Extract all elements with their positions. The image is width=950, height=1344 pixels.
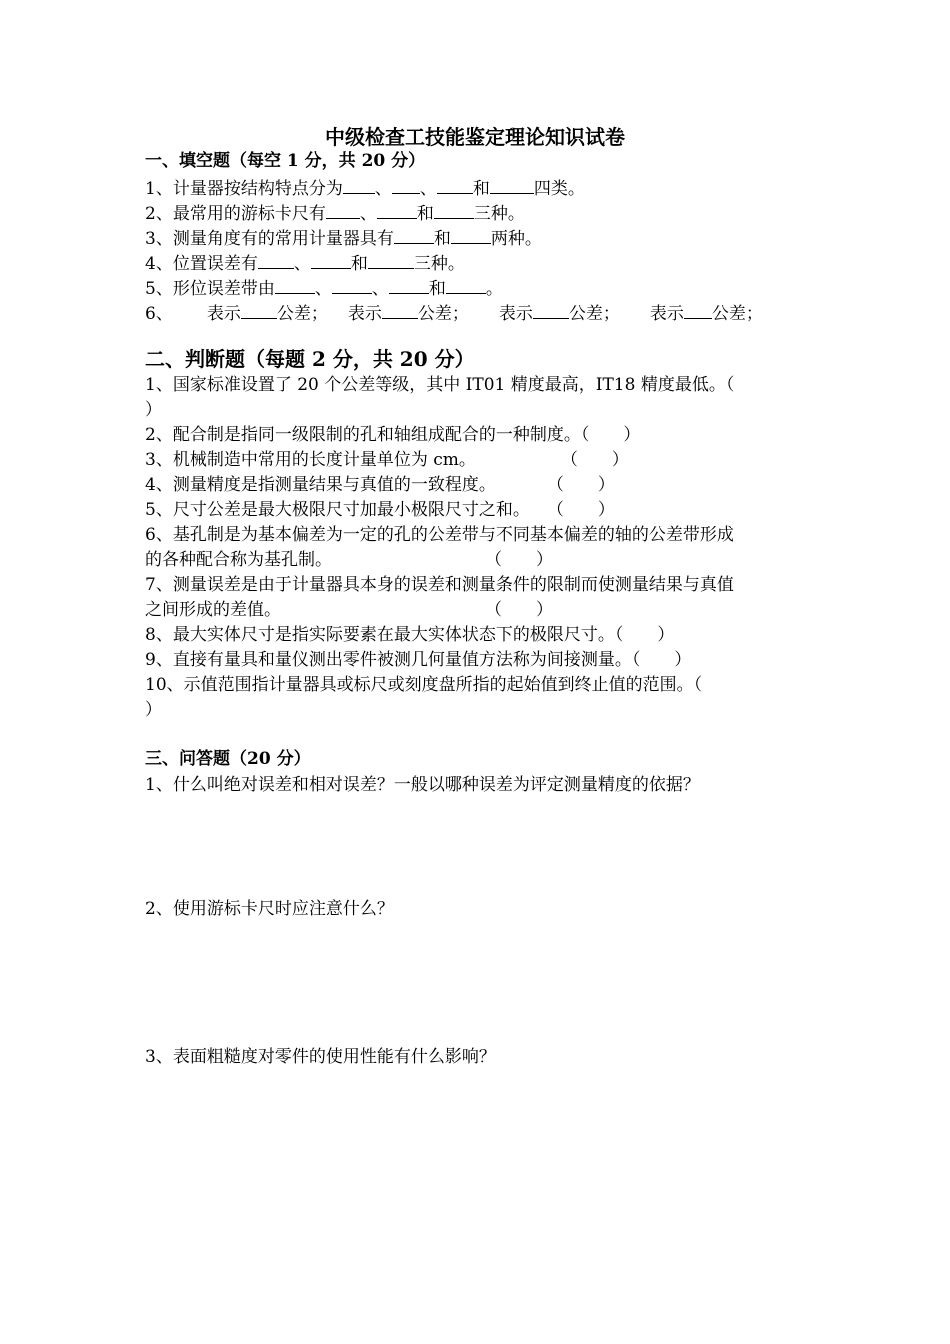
fill-q2-sep: 、 bbox=[359, 204, 377, 224]
fill-q2 bbox=[145, 201, 525, 225]
fill-q5-sep: 、 bbox=[314, 279, 332, 299]
fill-q6 bbox=[145, 301, 763, 325]
section1-heading: 一、填空题（每空 1 分，共 20 分） bbox=[145, 151, 426, 171]
fill-q5-end: 。 bbox=[485, 279, 503, 299]
fill-q3-and: 和 bbox=[433, 229, 451, 249]
judge-line: ） bbox=[145, 700, 162, 720]
answer-q1: 1、什么叫绝对误差和相对误差？一般以哪种误差为评定测量精度的依据？ bbox=[145, 775, 700, 795]
fill-q1-text: 1、计量器按结构特点分为 bbox=[145, 179, 343, 199]
judge-line: 9、直接有量具和量仪测出零件被测几何量值方法称为间接测量。（ ） bbox=[145, 650, 692, 670]
judge-line: 之间形成的差值。 （ ） bbox=[145, 600, 553, 620]
fill-q2-and: 和 bbox=[416, 204, 434, 224]
blank bbox=[382, 301, 418, 319]
fill-q5-sep: 、 bbox=[371, 279, 389, 299]
blank bbox=[258, 251, 294, 269]
fill-q6-show: 表示 bbox=[347, 304, 382, 324]
fill-q1-end: 四类。 bbox=[533, 179, 585, 199]
fill-q4-text: 4、位置误差有 bbox=[145, 254, 258, 274]
judge-line: 7、测量误差是由于计量器具本身的误差和测量条件的限制而使测量结果与真值 bbox=[145, 575, 734, 595]
judge-line: 2、配合制是指同一级限制的孔和轴组成配合的一种制度。（ ） bbox=[145, 425, 641, 445]
blank bbox=[684, 301, 712, 319]
judge-line: 3、机械制造中常用的长度计量单位为 cm。 （ ） bbox=[145, 450, 629, 470]
blank bbox=[533, 301, 569, 319]
blank bbox=[275, 276, 315, 294]
judge-line: 10、示值范围指计量器具或标尺或刻度盘所指的起始值到终止值的范围。（ bbox=[145, 675, 703, 695]
fill-q1 bbox=[145, 176, 585, 200]
judge-line: 6、基孔制是为基本偏差为一定的孔的公差带与不同基本偏差的轴的公差带形成 bbox=[145, 525, 734, 545]
fill-q3-end: 两种。 bbox=[490, 229, 542, 249]
fill-q4-and: 和 bbox=[350, 254, 368, 274]
fill-q6-num: 6、 bbox=[145, 304, 173, 324]
fill-q6-tol: 公差； bbox=[568, 304, 620, 324]
blank bbox=[332, 276, 372, 294]
fill-q1-sep: 、 bbox=[419, 179, 437, 199]
fill-q6-show: 表示 bbox=[498, 304, 533, 324]
answer-q3: 3、表面粗糙度对零件的使用性能有什么影响？ bbox=[145, 1047, 496, 1067]
judge-line: 4、测量精度是指测量结果与真值的一致程度。 （ ） bbox=[145, 475, 615, 495]
blank bbox=[326, 201, 360, 219]
judge-line: ） bbox=[145, 400, 162, 420]
blank bbox=[437, 176, 473, 194]
fill-q5 bbox=[145, 276, 503, 300]
blank bbox=[311, 251, 351, 269]
fill-q6-show: 表示 bbox=[649, 304, 684, 324]
fill-q5-and: 和 bbox=[428, 279, 446, 299]
blank bbox=[446, 276, 486, 294]
fill-q6-tol: 公差； bbox=[711, 304, 763, 324]
judge-line: 1、国家标准设置了 20 个公差等级，其中 IT01 精度最高，IT18 精度最低。（ bbox=[145, 375, 735, 395]
blank bbox=[241, 301, 277, 319]
judge-line: 的各种配合称为基孔制。 （ ） bbox=[145, 550, 553, 570]
blank bbox=[392, 176, 420, 194]
fill-q2-end: 三种。 bbox=[473, 204, 525, 224]
answer-q2: 2、使用游标卡尺时应注意什么？ bbox=[145, 899, 394, 919]
blank bbox=[434, 201, 474, 219]
fill-q1-and: 和 bbox=[472, 179, 490, 199]
judge-line: 5、尺寸公差是最大极限尺寸加最小极限尺寸之和。 （ ） bbox=[145, 500, 615, 520]
section2-heading: 二、判断题（每题 2 分，共 20 分） bbox=[145, 347, 475, 371]
fill-q5-text: 5、形位误差带由 bbox=[145, 279, 275, 299]
fill-q4-sep: 、 bbox=[293, 254, 311, 274]
fill-q6-tol: 公差； bbox=[417, 304, 469, 324]
fill-q2-text: 2、最常用的游标卡尺有 bbox=[145, 204, 326, 224]
fill-q6-tol: 公差； bbox=[276, 304, 328, 324]
fill-q6-show: 表示 bbox=[206, 304, 241, 324]
fill-q4 bbox=[145, 251, 465, 275]
fill-q3-text: 3、测量角度有的常用计量器具有 bbox=[145, 229, 394, 249]
fill-q4-end: 三种。 bbox=[413, 254, 465, 274]
blank bbox=[343, 176, 375, 194]
section3-heading: 三、问答题（20 分） bbox=[145, 749, 311, 769]
fill-q3 bbox=[145, 226, 542, 250]
blank bbox=[490, 176, 534, 194]
page-title: 中级检查工技能鉴定理论知识试卷 bbox=[325, 125, 625, 149]
judge-line: 8、最大实体尺寸是指实际要素在最大实体状态下的极限尺寸。（ ） bbox=[145, 625, 675, 645]
blank bbox=[451, 226, 491, 244]
blank bbox=[368, 251, 414, 269]
fill-q1-sep: 、 bbox=[374, 179, 392, 199]
blank bbox=[389, 276, 429, 294]
blank bbox=[394, 226, 434, 244]
blank bbox=[377, 201, 417, 219]
